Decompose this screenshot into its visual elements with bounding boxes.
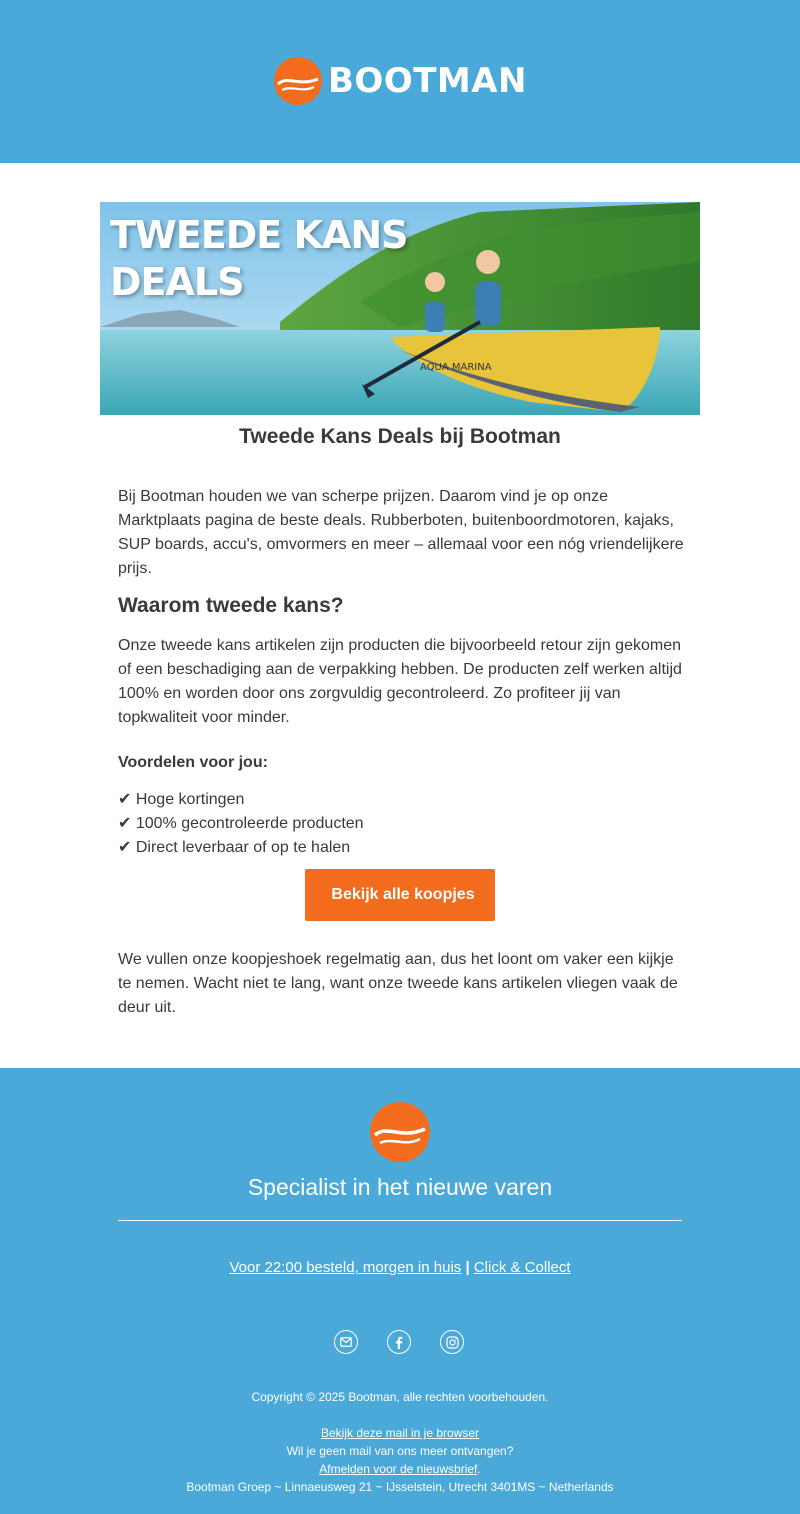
copyright-text: Copyright © 2025 Bootman, alle rechten voorbehouden.: [251, 1390, 549, 1404]
brand-name: BOOTMAN: [328, 61, 528, 101]
page-title: Tweede Kans Deals bij Bootman: [239, 425, 561, 448]
footer-divider: [118, 1220, 682, 1221]
next-day-delivery-link[interactable]: Voor 22:00 besteld, morgen in huis: [229, 1259, 462, 1276]
company-address: Bootman Groep ~ Linnaeusweg 21 ~ IJsselstein, Utrecht 3401MS ~ Netherlands: [186, 1480, 614, 1494]
benefits-list: [118, 788, 364, 860]
wave-logo-icon[interactable]: [370, 1102, 430, 1162]
bootman-logo[interactable]: [274, 57, 527, 105]
benefit-item: ✔ 100% gecontroleerde producten: [118, 815, 364, 832]
view-deals-button[interactable]: [305, 869, 495, 921]
browser-view-line: [0, 1424, 800, 1442]
why-heading: Waarom tweede kans?: [118, 594, 344, 617]
unsubscribe-question: Wil je geen mail van ons meer ontvangen?: [286, 1444, 514, 1458]
wave-logo-icon: [274, 57, 322, 105]
instagram-icon[interactable]: [440, 1330, 464, 1354]
facebook-icon[interactable]: [387, 1330, 411, 1354]
delivery-links: [0, 1259, 800, 1276]
outro-paragraph: We vullen onze koopjeshoek regelmatig aan, dus het loont om vaker een kijkje te nemen. Wacht niet te lang, want onze tweede kans artikelen vliegen vaak de deur uit.: [118, 951, 678, 1016]
benefit-item: ✔ Hoge kortingen: [118, 791, 245, 808]
hero-line-1: TWEEDE KANS: [110, 213, 408, 257]
click-collect-link[interactable]: Click & Collect: [473, 1259, 571, 1276]
email-footer: [0, 1068, 800, 1514]
why-paragraph: Onze tweede kans artikelen zijn producten die bijvoorbeeld retour zijn gekomen of een beschadiging aan de verpakking hebben. De producten zelf werken altijd 100% en worden door ons zorgvuldig gecontroleerd. Zo profiteer jij van topkwaliteit voor minder.: [118, 637, 682, 726]
cta-label: Bekijk alle koopjes: [331, 886, 475, 903]
unsubscribe-link[interactable]: Afmelden voor de nieuwsbrief: [319, 1462, 478, 1476]
hero-line-2: DEALS: [110, 260, 244, 304]
hero-headline: [110, 212, 408, 306]
email-header: [0, 0, 800, 163]
benefit-item: ✔ Direct leverbaar of op te halen: [118, 839, 351, 856]
unsubscribe-line: [0, 1460, 800, 1478]
view-in-browser-link[interactable]: Bekijk deze mail in je browser: [320, 1426, 480, 1440]
mail-icon[interactable]: [334, 1330, 358, 1354]
svg-text:AQUA MARINA: AQUA MARINA: [420, 362, 492, 373]
link-separator: |: [465, 1259, 470, 1276]
footer-tagline: Specialist in het nieuwe varen: [247, 1174, 553, 1200]
social-links: [334, 1330, 464, 1354]
unsubscribe-period: .: [477, 1462, 481, 1476]
hero-banner[interactable]: [100, 202, 700, 415]
intro-paragraph: Bij Bootman houden we van scherpe prijzen. Daarom vind je op onze Marktplaats pagina de beste deals. Rubberboten, buitenboordmotoren, kajaks, SUP boards, accu's, omvormers en meer – allemaal voor een nóg vriendelijkere prijs.: [118, 488, 684, 577]
benefits-heading: Voordelen voor jou:: [118, 754, 268, 771]
